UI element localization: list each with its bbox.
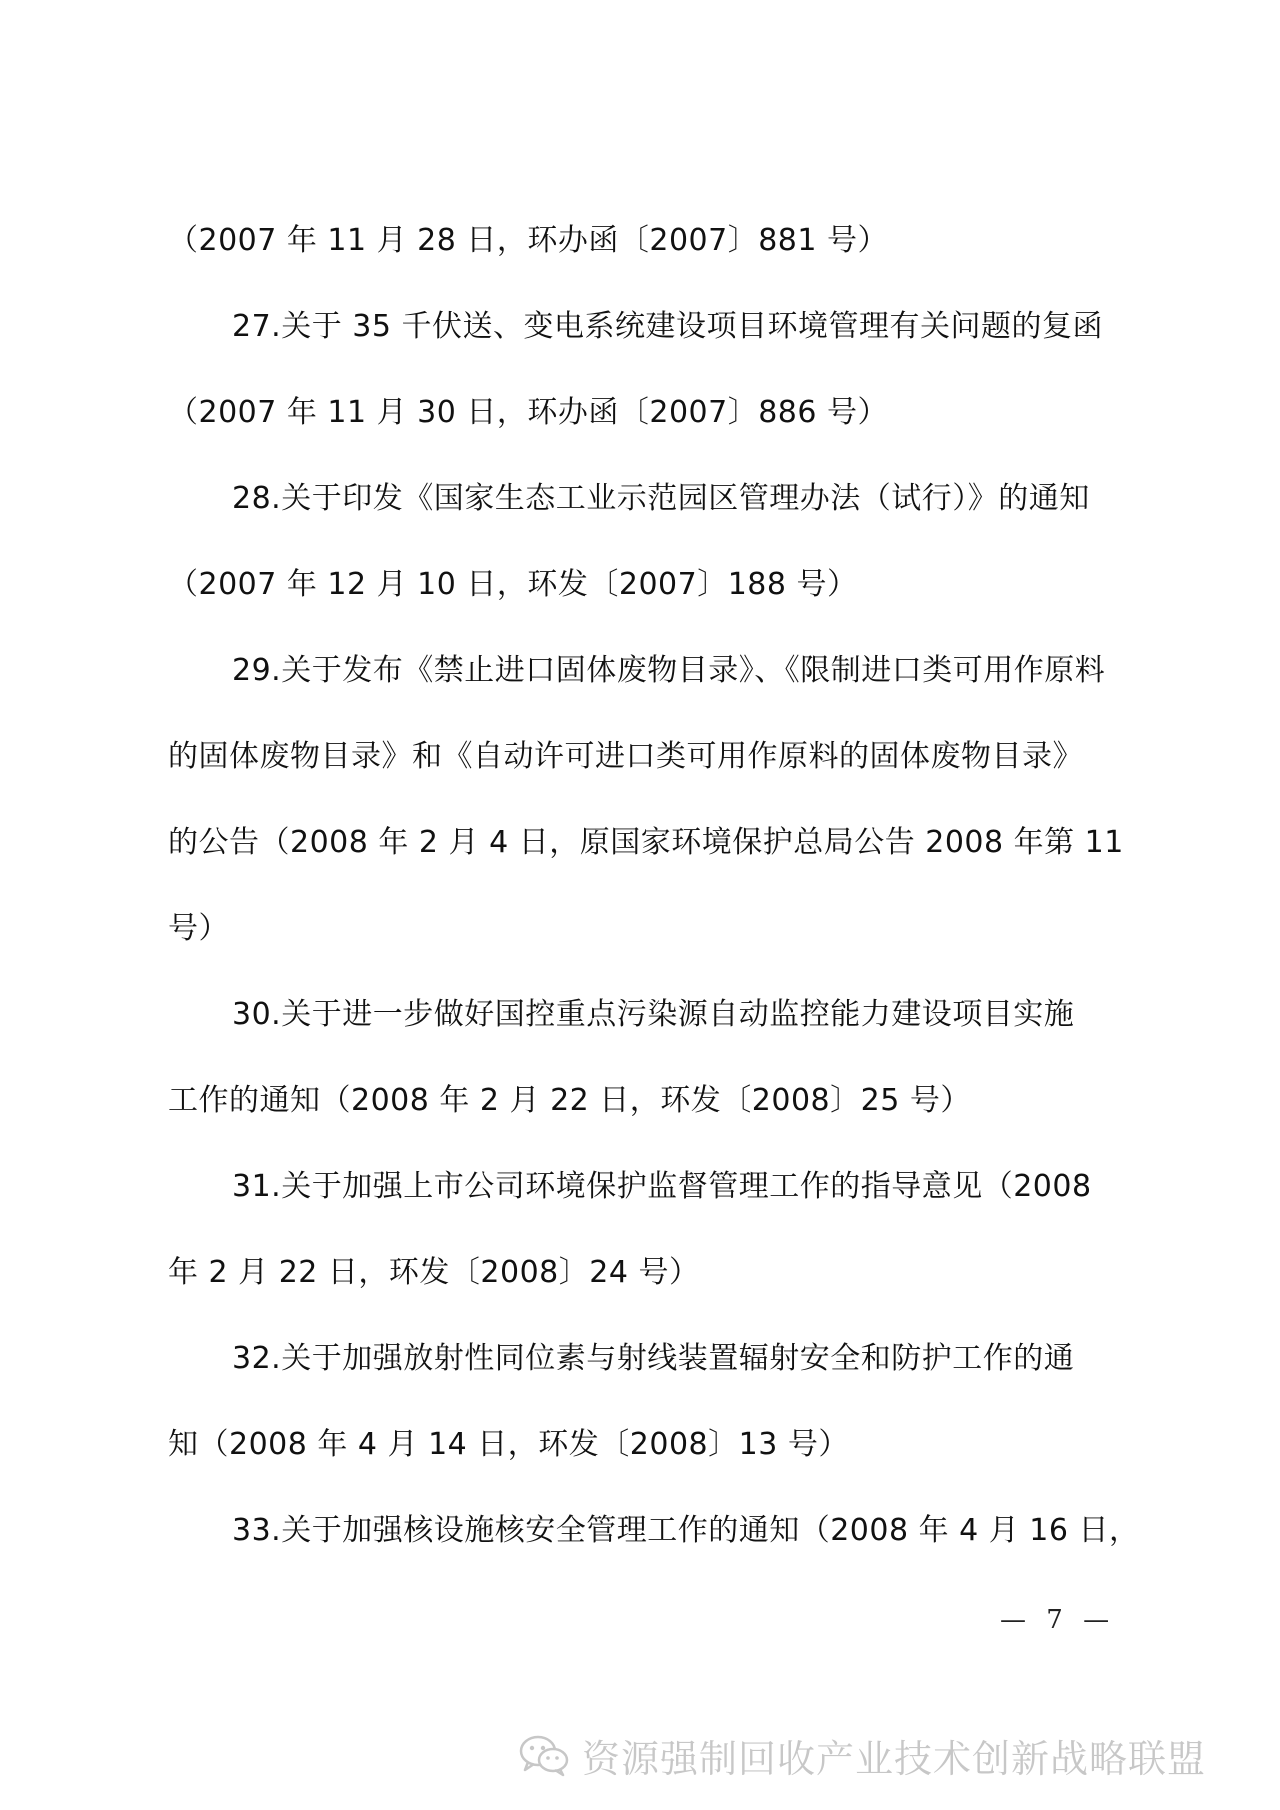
text-line-12: 31.关于加强上市公司环境保护监督管理工作的指导意见（2008 [232,1169,1092,1204]
watermark-text: 资源强制回收产业技术创新战略联盟 [582,1736,1207,1781]
text-line-13: 年 2 月 22 日，环发〔2008〕24 号） [168,1255,700,1290]
document-body [168,198,1140,1574]
text-line-3: （2007 年 11 月 30 日，环办函〔2007〕886 号） [168,395,889,430]
watermark [518,1725,1206,1785]
text-line-5: （2007 年 12 月 10 日，环发〔2007〕188 号） [168,567,858,602]
text-line-4: 28.关于印发《国家生态工业示范园区管理办法（试行）》的通知 [232,481,1090,516]
text-line-6: 29.关于发布《禁止进口固体废物目录》、《限制进口类可用作原料 [232,653,1106,688]
text-line-9: 号） [168,911,229,946]
text-line-2: 27.关于 35 千伏送、变电系统建设项目环境管理有关问题的复函 [232,309,1103,344]
text-line-16: 33.关于加强核设施核安全管理工作的通知（2008 年 4 月 16 日， [232,1513,1140,1548]
text-line-15: 知（2008 年 4 月 14 日，环发〔2008〕13 号） [168,1427,849,1462]
text-line-14: 32.关于加强放射性同位素与射线装置辐射安全和防护工作的通 [232,1341,1075,1376]
text-line-10: 30.关于进一步做好国控重点污染源自动监控能力建设项目实施 [232,997,1075,1032]
text-line-8: 的公告（2008 年 2 月 4 日，原国家环境保护总局公告 2008 年第 11 [168,825,1124,860]
wechat-icon [518,1733,570,1777]
text-line-11: 工作的通知（2008 年 2 月 22 日，环发〔2008〕25 号） [168,1083,971,1118]
page-number: — 7 — [1000,1605,1116,1635]
text-line-1: （2007 年 11 月 28 日，环办函〔2007〕881 号） [168,223,889,258]
text-line-7: 的固体废物目录》和《自动许可进口类可用作原料的固体废物目录》 [168,739,1083,774]
